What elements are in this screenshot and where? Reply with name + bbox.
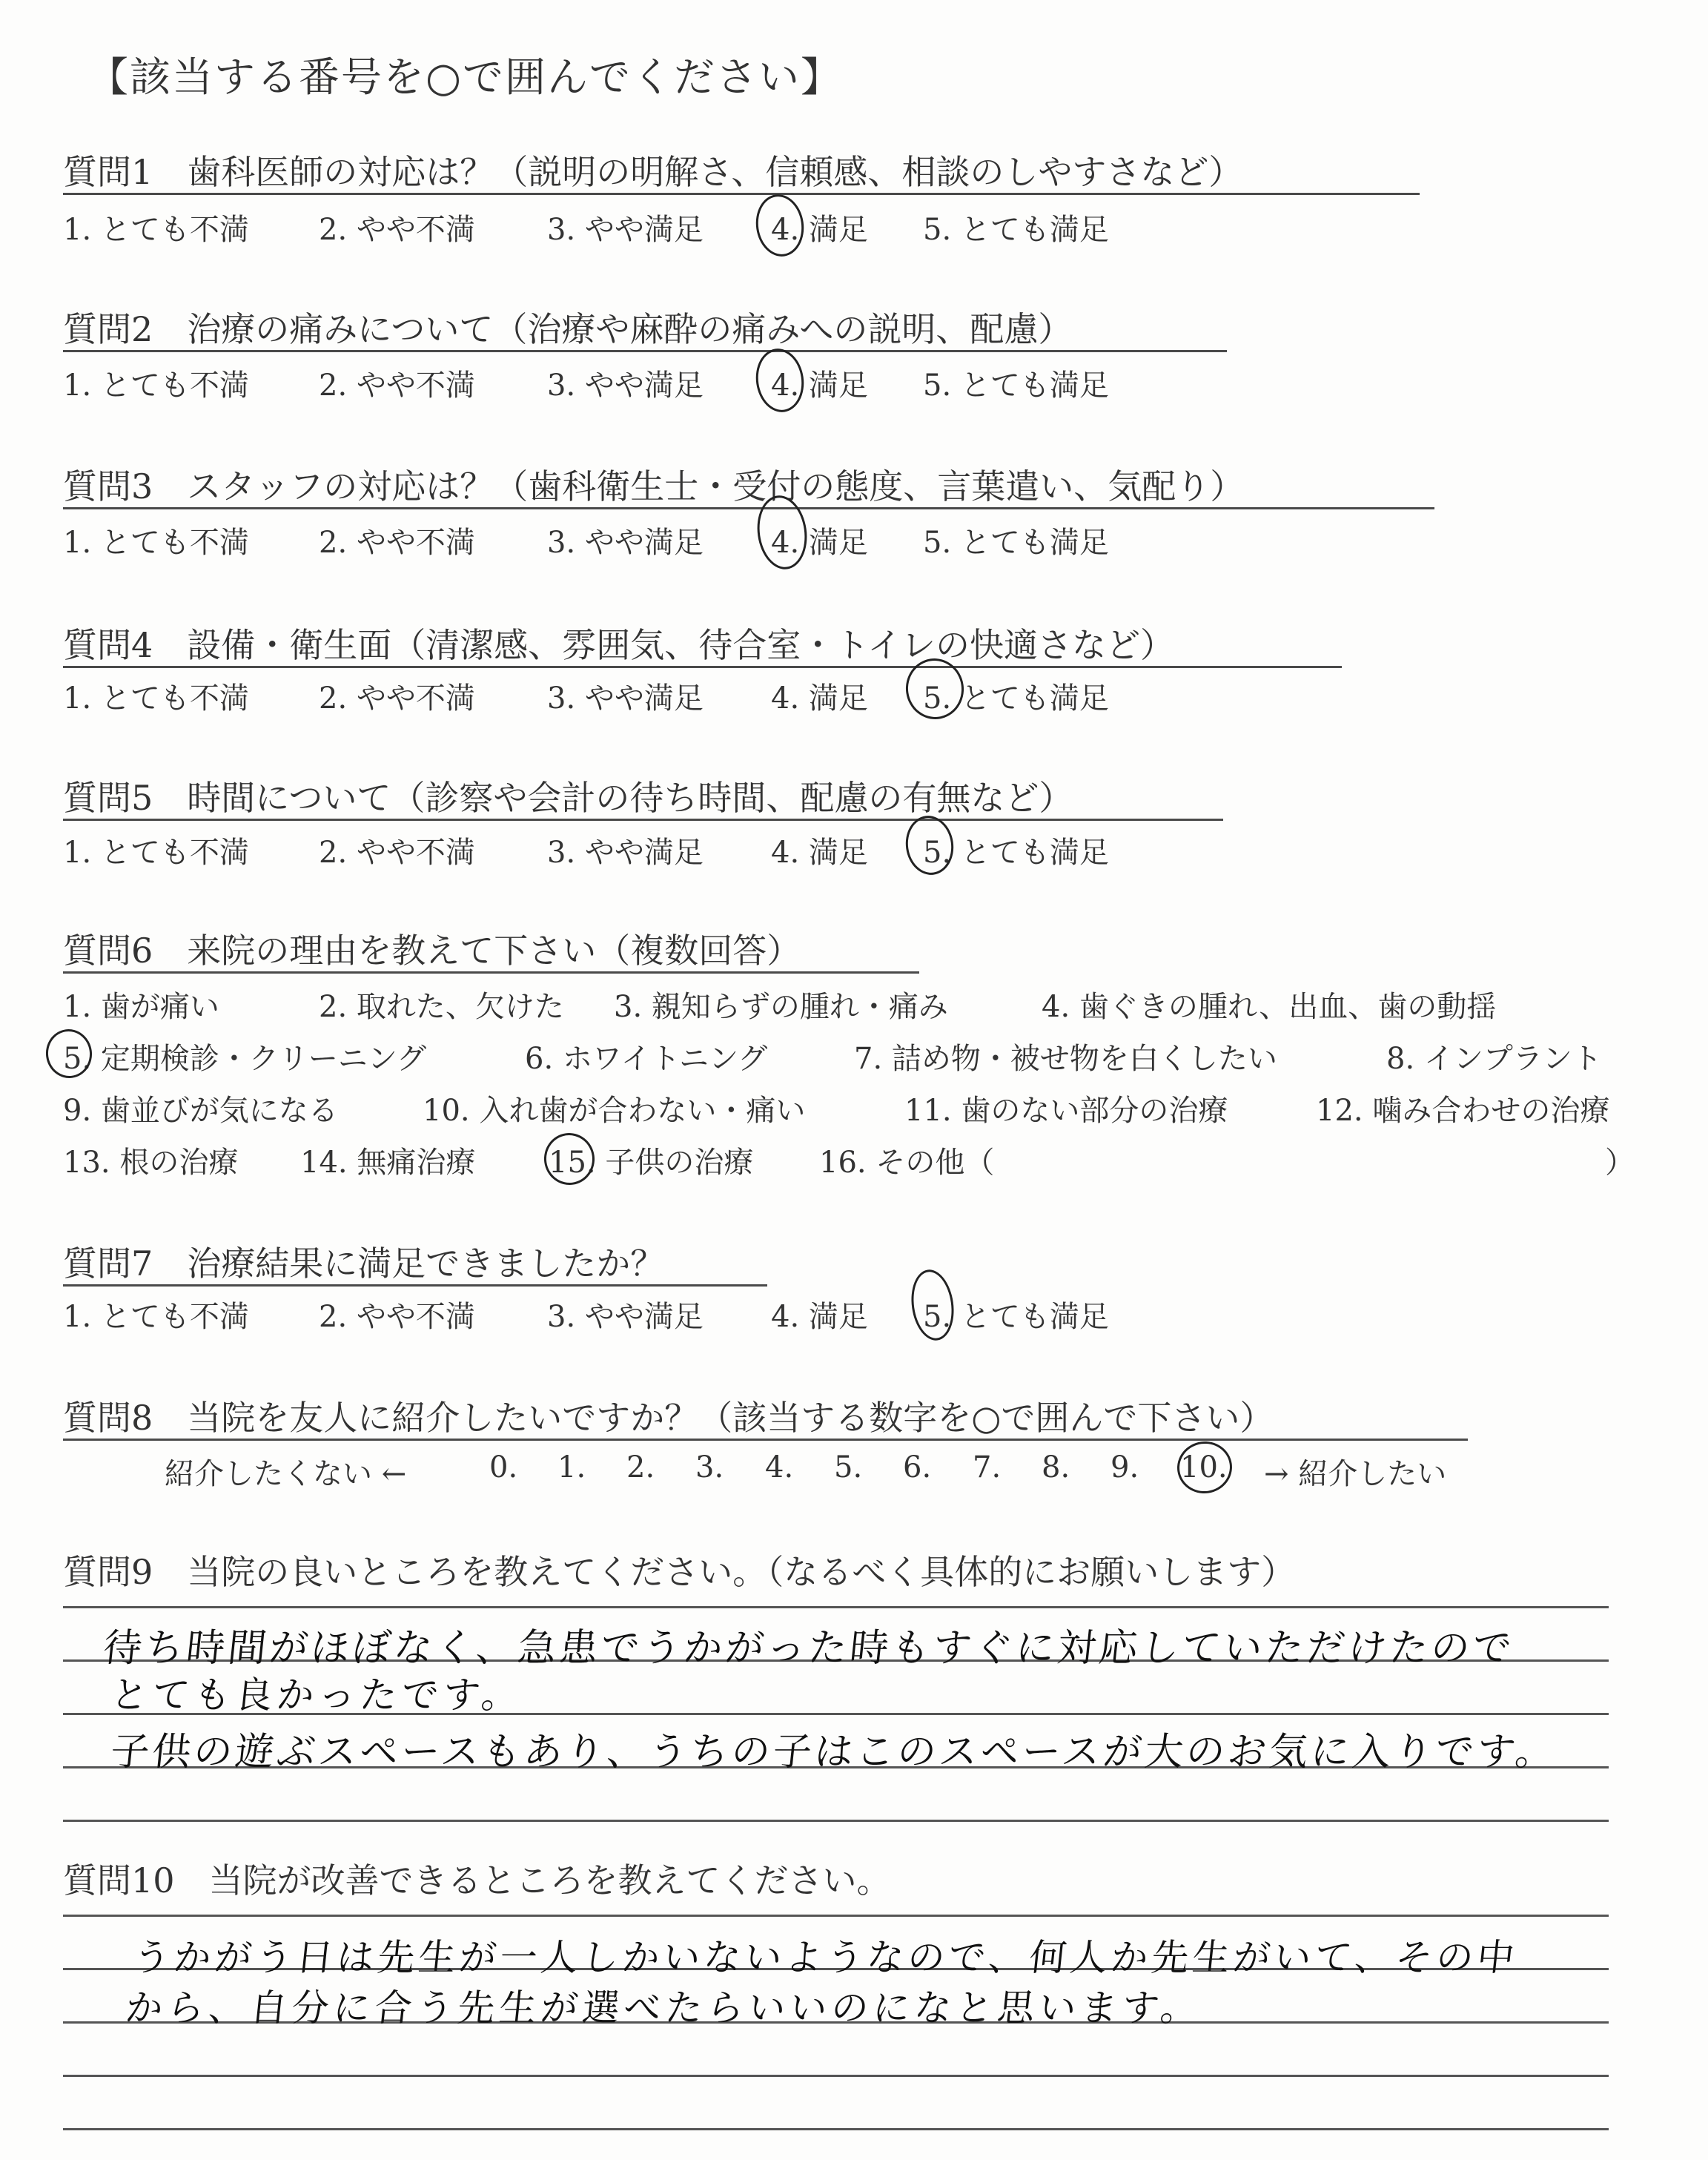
scale-7[interactable]: 7. [973,1450,1002,1484]
q6-option-5[interactable]: 5. 定期検診・クリーニング [63,1042,427,1076]
question-5-underline [63,819,1223,821]
question-8-underline [63,1439,1468,1441]
option-2[interactable]: 2. やや不満 [319,836,475,870]
scale-4[interactable]: 4. [765,1450,794,1484]
q6-option-14[interactable]: 14. 無痛治療 [300,1146,476,1180]
question-5-title: 質問5 時間について（診察や会計の待ち時間、配慮の有無など） [63,778,1073,818]
answer-line [63,1915,1609,1917]
selection-circle-q8 [1174,1438,1235,1497]
scale-6[interactable]: 6. [903,1450,932,1484]
option-1[interactable]: 1. とても不満 [63,369,249,403]
q6-option-9[interactable]: 9. 歯並びが気になる [63,1094,338,1128]
q6-option-10[interactable]: 10. 入れ歯が合わない・痛い [423,1094,806,1128]
option-2[interactable]: 2. やや不満 [319,369,475,403]
question-3-title: 質問3 スタッフの対応は？（歯科衛生士・受付の態度、言葉遣い、気配り） [63,466,1245,506]
form-heading: 【該当する番号を○で囲んでください】 [87,53,843,101]
option-4[interactable]: 4. 満足 [771,1300,868,1334]
q6-other-close-paren: ） [1605,1146,1635,1180]
question-3-underline [63,507,1434,509]
option-1[interactable]: 1. とても不満 [63,213,249,247]
question-4-title: 質問4 設備・衛生面（清潔感、雰囲気、待合室・トイレの快適さなど） [63,625,1174,665]
option-1[interactable]: 1. とても不満 [63,681,249,716]
option-5[interactable]: 5. とても満足 [923,369,1109,403]
option-5[interactable]: 5. とても満足 [923,1300,1109,1334]
option-3[interactable]: 3. やや満足 [547,836,704,870]
q6-option-8[interactable]: 8. インプラント [1386,1042,1602,1076]
question-10-title: 質問10 当院が改善できるところを教えてください。 [63,1860,891,1900]
option-2[interactable]: 2. やや不満 [319,526,475,560]
answer-line [63,1820,1609,1822]
q9-answer-line-3[interactable]: 子供の遊ぶスペースもあり、うちの子はこのスペースが大のお気に入りです。 [108,1730,1560,1774]
q9-answer-line-1[interactable]: 待ち時間がほぼなく、急患でうかがった時もすぐに対応していただけたので [101,1626,1517,1671]
q6-option-6[interactable]: 6. ホワイトニング [525,1042,768,1076]
scale-2[interactable]: 2. [626,1450,655,1484]
option-4[interactable]: 4. 満足 [771,369,868,403]
q6-option-13[interactable]: 13. 根の治療 [63,1146,239,1180]
option-1[interactable]: 1. とても不満 [63,526,249,560]
question-1-title: 質問1 歯科医師の対応は？（説明の明解さ、信頼感、相談のしやすさなど） [63,152,1243,192]
q6-option-2[interactable]: 2. 取れた、欠けた [319,990,564,1024]
scale-0[interactable]: 0. [489,1450,518,1484]
question-8-title: 質問8 当院を友人に紹介したいですか？（該当する数字を○で囲んで下さい） [63,1398,1274,1438]
answer-line [63,1606,1609,1608]
scale-right-label: → 紹介したい [1264,1457,1447,1491]
scale-9[interactable]: 9. [1110,1450,1139,1484]
q6-option-3[interactable]: 3. 親知らずの腫れ・痛み [614,990,948,1024]
answer-line [63,2128,1609,2130]
question-6-underline [63,971,919,974]
option-3[interactable]: 3. やや満足 [547,681,704,716]
q6-option-12[interactable]: 12. 噛み合わせの治療 [1316,1094,1610,1128]
question-7-title: 質問7 治療結果に満足できましたか？ [63,1244,665,1284]
question-6-title: 質問6 来院の理由を教えて下さい（複数回答） [63,931,801,971]
q6-option-4[interactable]: 4. 歯ぐきの腫れ、出血、歯の動揺 [1042,990,1497,1024]
q6-option-11[interactable]: 11. 歯のない部分の治療 [904,1094,1228,1128]
question-7-underline [63,1284,767,1287]
scale-1[interactable]: 1. [557,1450,586,1484]
scale-5[interactable]: 5. [834,1450,863,1484]
option-3[interactable]: 3. やや満足 [547,526,704,560]
option-1[interactable]: 1. とても不満 [63,1300,249,1334]
option-5[interactable]: 5. とても満足 [923,213,1109,247]
option-5[interactable]: 5. とても満足 [923,681,1109,716]
question-9-title: 質問9 当院の良いところを教えてください。（なるべく具体的にお願いします） [63,1552,1296,1592]
option-4[interactable]: 4. 満足 [771,836,868,870]
option-4[interactable]: 4. 満足 [771,681,868,716]
q10-answer-line-1[interactable]: うかがう日は先生が一人しかいないようなので、何人か先生がいて、その中 [130,1936,1520,1979]
option-3[interactable]: 3. やや満足 [547,213,704,247]
q6-option-1[interactable]: 1. 歯が痛い [63,990,219,1024]
option-1[interactable]: 1. とても不満 [63,836,249,870]
q6-option-15[interactable]: 15. 子供の治療 [549,1146,754,1180]
option-3[interactable]: 3. やや満足 [547,1300,704,1334]
q9-answer-line-2[interactable]: とても良かったです。 [108,1674,526,1717]
option-5[interactable]: 5. とても満足 [923,836,1109,870]
option-2[interactable]: 2. やや不満 [319,1300,475,1334]
scale-left-label: 紹介したくない ← [165,1457,407,1491]
option-4[interactable]: 4. 満足 [771,526,868,560]
question-2-title: 質問2 治療の痛みについて（治療や麻酔の痛みへの説明、配慮） [63,309,1073,349]
q10-answer-line-2[interactable]: から、自分に合う先生が選べたらいいのになと思います。 [123,1986,1205,2029]
question-1-underline [63,193,1420,195]
question-4-underline [63,666,1342,668]
option-5[interactable]: 5. とても満足 [923,526,1109,560]
scale-3[interactable]: 3. [695,1450,724,1484]
selection-circle-q2 [752,346,807,415]
scale-10[interactable]: 10. [1180,1450,1228,1484]
option-3[interactable]: 3. やや満足 [547,369,704,403]
q6-option-7[interactable]: 7. 詰め物・被せ物を白くしたい [854,1042,1277,1076]
q6-option-16[interactable]: 16. その他（ [819,1146,995,1180]
answer-line [63,2075,1609,2077]
selection-circle-q1 [752,191,807,260]
option-4[interactable]: 4. 満足 [771,213,868,247]
question-2-underline [63,350,1227,352]
option-2[interactable]: 2. やや不満 [319,213,475,247]
scale-8[interactable]: 8. [1042,1450,1070,1484]
option-2[interactable]: 2. やや不満 [319,681,475,716]
